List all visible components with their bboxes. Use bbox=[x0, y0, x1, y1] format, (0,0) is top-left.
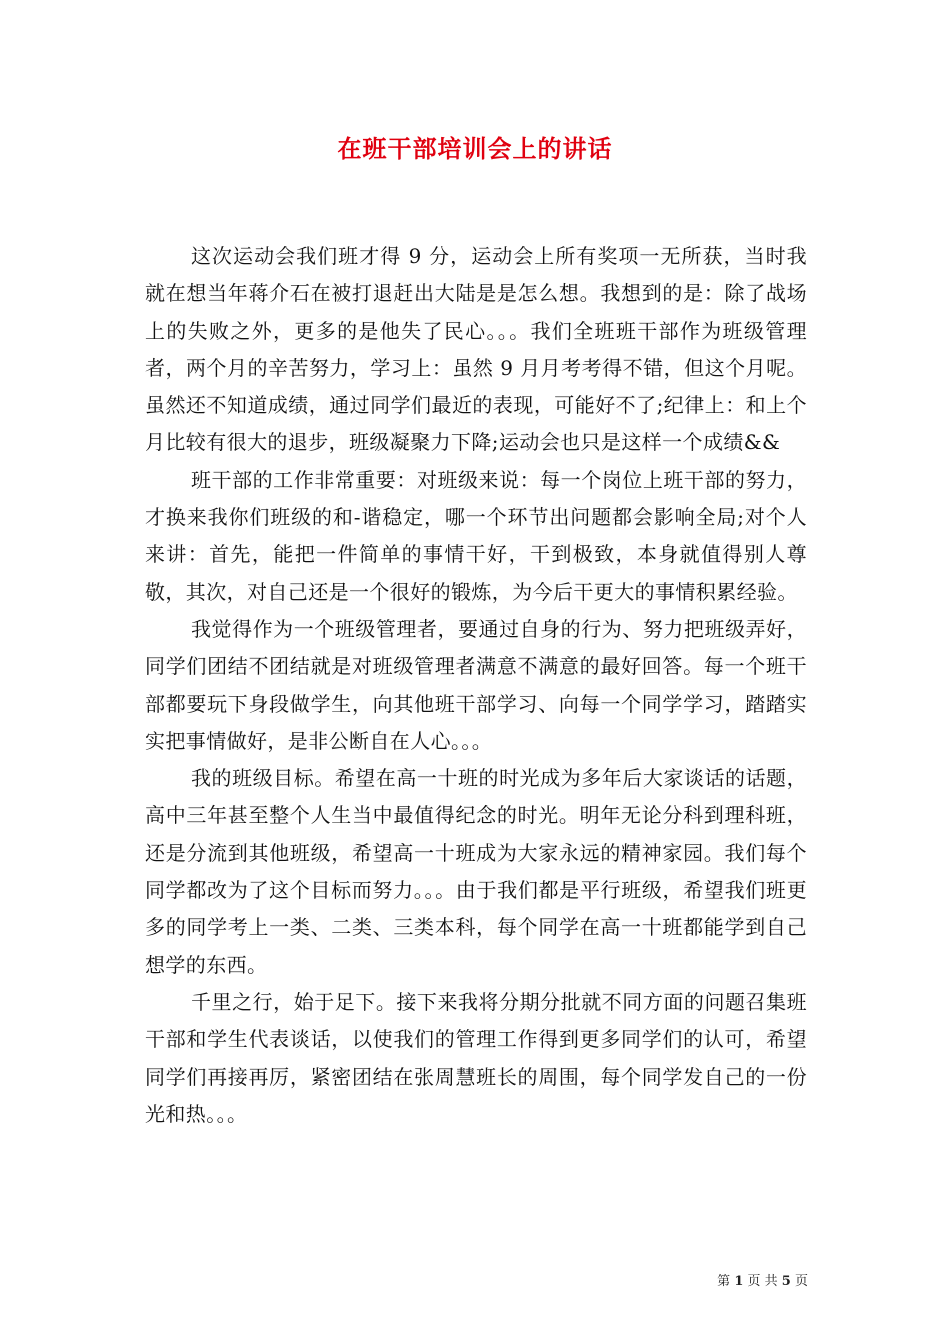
paragraph: 这次运动会我们班才得 9 分，运动会上所有奖项一无所获，当时我就在想当年蒋介石在被打退赶出大陆是是怎么想。我想到的是：除了战场上的失败之外，更多的是他失了民心。。。我们全班班干部作为班级管理者，两个月的辛苦努力，学习上：虽然 9 月月考考得不错，但这个月呢。虽然还不知道成绩，通过同学们最近的表现，可能好不了;纪律上：和上个月比较有很大的退步，班级凝聚力下降;运动会也只是这样一个成绩&& bbox=[145, 244, 807, 455]
footer-suffix: 页 bbox=[794, 1274, 808, 1289]
document-body bbox=[145, 238, 807, 1133]
paragraph: 班干部的工作非常重要：对班级来说：每一个岗位上班干部的努力，才换来我你们班级的和-谐稳定，哪一个环节出问题都会影响全局;对个人来讲：首先，能把一件简单的事情干好，干到极致，本身就值得别人尊敬，其次，对自己还是一个很好的锻炼，为今后干更大的事情积累经验。 bbox=[145, 467, 807, 604]
paragraph: 我的班级目标。希望在高一十班的时光成为多年后大家谈话的话题，高中三年甚至整个人生当中最值得纪念的时光。明年无论分科到理科班，还是分流到其他班级，希望高一十班成为大家永远的精神家园。我们每个同学都改为了这个目标而努力。。。由于我们都是平行班级，希望我们班更多的同学考上一类、二类、三类本科，每个同学在高一十班都能学到自己想学的东西。 bbox=[145, 766, 807, 977]
page-number-footer bbox=[717, 1273, 808, 1291]
footer-prefix: 第 bbox=[717, 1274, 731, 1289]
document-title: 在班干部培训会上的讲话 bbox=[337, 135, 613, 163]
paragraph: 千里之行，始于足下。接下来我将分期分批就不同方面的问题召集班干部和学生代表谈话，以使我们的管理工作得到更多同学们的认可，希望同学们再接再厉，紧密团结在张周慧班长的周围，每个同学发自己的一份光和热。。。 bbox=[145, 989, 807, 1126]
paragraph: 我觉得作为一个班级管理者，要通过自身的行为、努力把班级弄好，同学们团结不团结就是对班级管理者满意不满意的最好回答。每一个班干部都要玩下身段做学生，向其他班干部学习、向每一个同学学习，踏踏实实把事情做好，是非公断自在人心。。。 bbox=[145, 616, 807, 753]
footer-middle: 页 共 bbox=[747, 1274, 778, 1289]
total-page-count: 5 bbox=[781, 1274, 791, 1289]
current-page-number: 1 bbox=[734, 1274, 744, 1289]
